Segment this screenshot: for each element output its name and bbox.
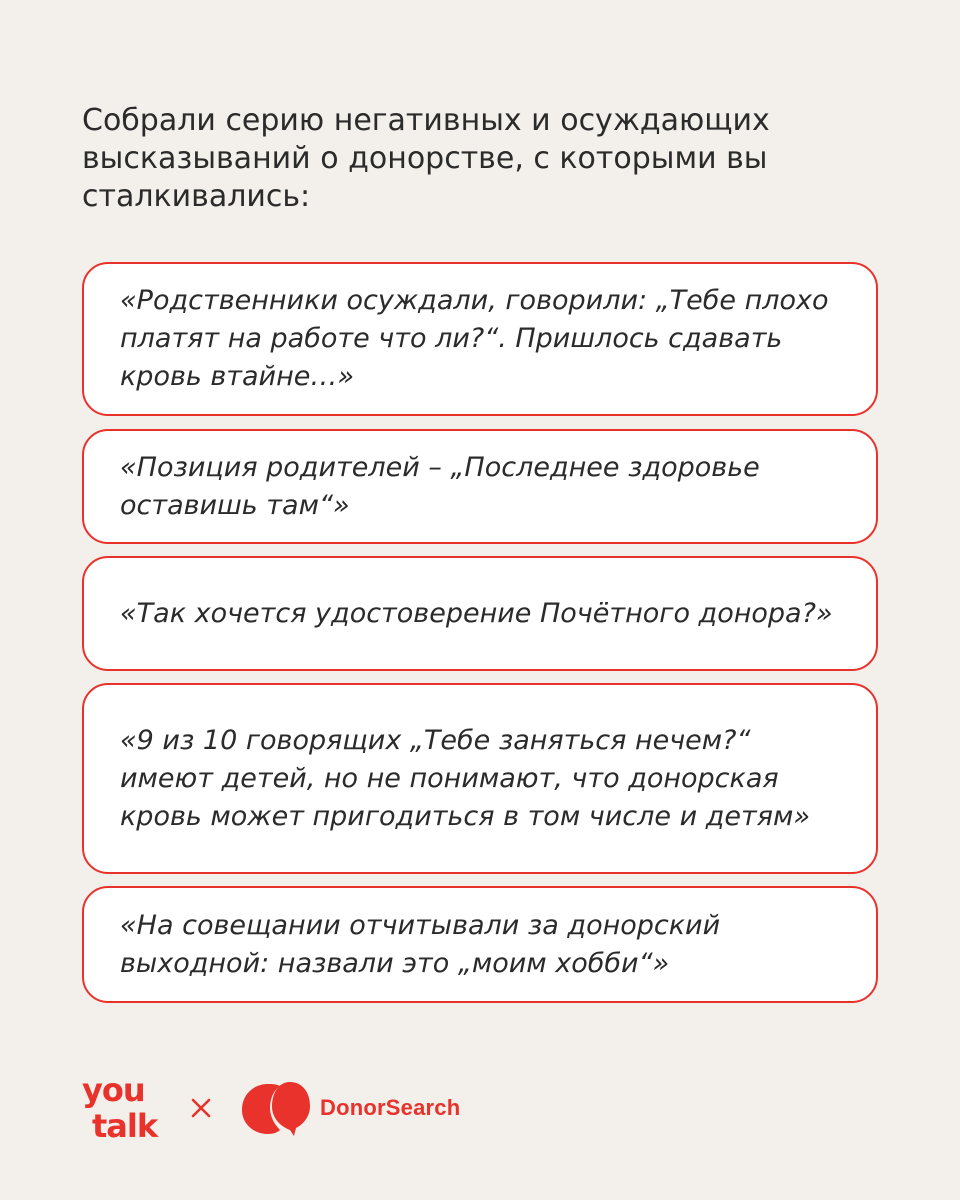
footer-logos [82,1068,460,1148]
svg-text:talk: talk [92,1107,158,1145]
quote-card [82,683,878,874]
partner-name: DonorSearch [320,1095,461,1120]
times-icon [190,1097,212,1119]
quote-text: «На совещании отчитывали за донорский выходной: назвали это „моим хобби“» [120,909,721,979]
quote-card [82,429,878,544]
youtalk-logo [82,1071,162,1145]
quote-card [82,262,878,416]
quote-text: «Родственники осуждали, говорили: „Тебе плохо платят на работе что ли?“. Пришлось сдавать кровь втайне…» [120,285,829,392]
quote-card [82,556,878,671]
svg-text:you: you [82,1071,145,1109]
quote-text: «Позиция родителей – „Последнее здоровье оставишь там“» [120,451,760,521]
intro-text: Собрали серию негативных и осуждающих высказываний о донорстве, с которыми вы сталкивались: [82,103,770,214]
heart-drop-icon [238,1078,312,1138]
quote-text: «Так хочется удостоверение Почётного донора?» [120,597,833,629]
quote-text: «9 из 10 говорящих „Тебе заняться нечем?“ имеют детей, но не понимают, что донорская кровь может пригодиться в том числе и детям» [120,724,810,832]
quote-card [82,886,878,1003]
